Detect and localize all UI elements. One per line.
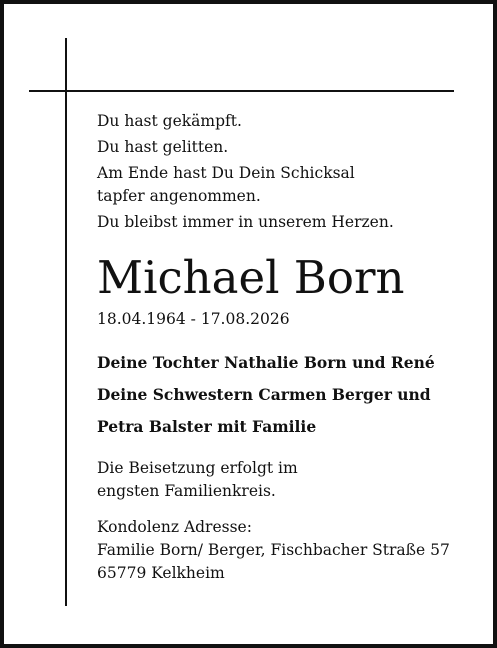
burial-line: Die Beisetzung erfolgt im [97,459,298,477]
cross-horizontal-bar [29,90,454,92]
burial-line: engsten Familienkreis. [97,482,276,500]
burial-info [97,457,477,503]
mourners [97,347,477,443]
mourner-line: Petra Balster mit Familie [97,417,317,436]
deceased-name: Michael Born [97,251,405,304]
poem-line: tapfer angenommen. [97,187,261,205]
condolence-address [97,516,477,585]
poem-line: Du hast gekämpft. [97,112,242,130]
condolence-street: Familie Born/ Berger, Fischbacher Straße 57 [97,541,450,559]
cross-vertical-bar [65,38,67,606]
life-dates: 18.04.1964 - 17.08.2026 [97,310,290,328]
poem-line: Am Ende hast Du Dein Schicksal [97,164,355,182]
mourner-line: Deine Tochter Nathalie Born und René [97,353,435,372]
poem-line: Du hast gelitten. [97,138,229,156]
condolence-city: 65779 Kelkheim [97,564,225,582]
poem [97,110,477,234]
condolence-heading: Kondolenz Adresse: [97,518,252,536]
mourner-line: Deine Schwestern Carmen Berger und [97,385,431,404]
poem-line: Du bleibst immer in unserem Herzen. [97,213,394,231]
notice-content [97,110,477,585]
